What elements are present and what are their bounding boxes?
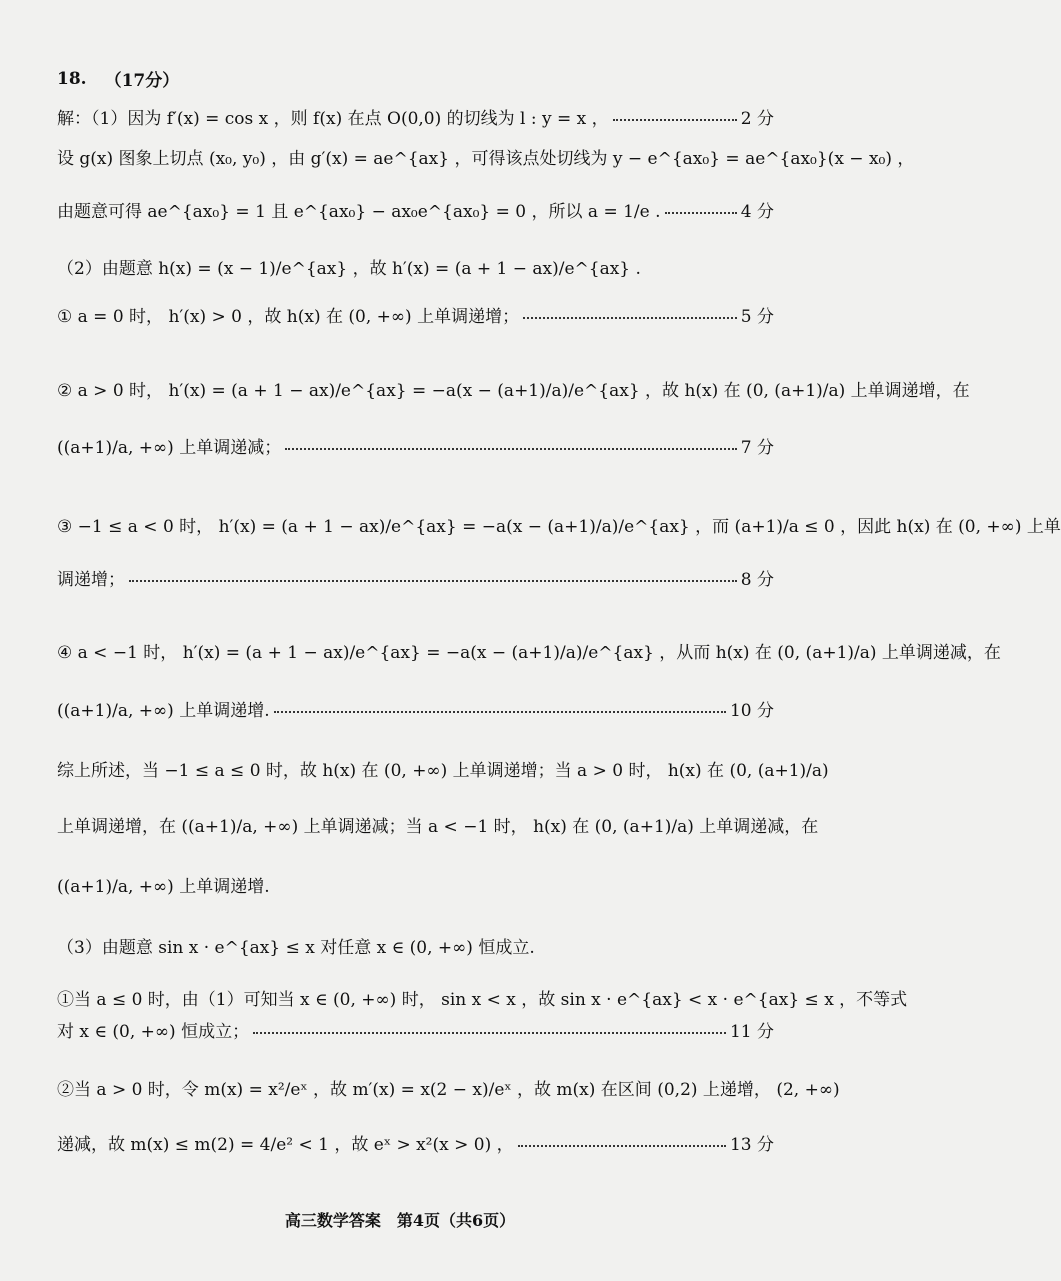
solution-line-text: 对 x ∈ (0, +∞) 恒成立； <box>57 1022 250 1042</box>
solution-line-text: ② a > 0 时， h′(x) = (a + 1 − ax)/e^{ax} = −a(x − (a+1)/a)/e^{ax} ，故 h(x) 在 (0, (a+1)/a) 上单调递增，在 <box>57 381 970 401</box>
score-label: 8 分 <box>740 570 774 590</box>
solution-line <box>57 1017 774 1042</box>
solution-line <box>57 565 774 590</box>
solution-line-text: ④ a < −1 时， h′(x) = (a + 1 − ax)/e^{ax} = −a(x − (a+1)/a)/e^{ax} ，从而 h(x) 在 (0, (a+1)/a) 上单调递减，在 <box>57 643 1001 663</box>
solution-line <box>57 812 819 837</box>
solution-line <box>57 696 774 721</box>
score-label: 13 分 <box>729 1135 774 1155</box>
dotted-leader <box>518 1143 726 1147</box>
solution-line <box>57 197 774 222</box>
score-label: 7 分 <box>740 438 774 458</box>
dotted-leader <box>274 709 726 713</box>
dotted-leader <box>253 1030 726 1034</box>
solution-line-text: 综上所述，当 −1 ≤ a ≤ 0 时，故 h(x) 在 (0, +∞) 上单调递增；当 a > 0 时， h(x) 在 (0, (a+1)/a) <box>57 761 829 781</box>
solution-line <box>57 104 774 129</box>
score-label: 2 分 <box>740 109 774 129</box>
question-number: 18. <box>57 68 87 89</box>
solution-line <box>57 144 915 169</box>
solution-line <box>57 756 829 781</box>
dotted-leader <box>129 578 737 582</box>
solution-line <box>57 933 774 958</box>
solution-line-text: ((a+1)/a, +∞) 上单调递增. <box>57 701 270 721</box>
solution-line-text: ((a+1)/a, +∞) 上单调递增. <box>57 877 270 897</box>
score-label: 10 分 <box>729 701 774 721</box>
solution-line-text: ((a+1)/a, +∞) 上单调递减； <box>57 438 282 458</box>
dotted-leader <box>523 315 737 319</box>
solution-line <box>57 638 1001 663</box>
question-header <box>57 66 774 91</box>
solution-line-text: 调递增； <box>57 570 125 590</box>
solution-line <box>57 254 774 279</box>
score-label: 5 分 <box>740 307 774 327</box>
solution-line-text: ②当 a > 0 时，令 m(x) = x²/eˣ ，故 m′(x) = x(2 − x)/eˣ ，故 m(x) 在区间 (0,2) 上递增， (2, +∞) <box>57 1080 840 1100</box>
solution-line-text: ① a = 0 时， h′(x) > 0 ，故 h(x) 在 (0, +∞) 上单调递增； <box>57 307 520 327</box>
solution-line <box>57 1130 774 1155</box>
question-points: （17分） <box>104 71 180 91</box>
solution-line-text: （2）由题意 h(x) = (x − 1)/e^{ax} ，故 h′(x) = (a + 1 − ax)/e^{ax} . <box>57 259 641 279</box>
solution-line <box>57 872 774 897</box>
solution-line <box>57 1075 840 1100</box>
score-label: 4 分 <box>740 202 774 222</box>
solution-line-text: 由题意可得 ae^{ax₀} = 1 且 e^{ax₀} − ax₀e^{ax₀} = 0 ，所以 a = 1/e . <box>57 202 661 222</box>
solution-line-text: 上单调递增，在 ((a+1)/a, +∞) 上单调递减；当 a < −1 时， h(x) 在 (0, (a+1)/a) 上单调递减，在 <box>57 817 819 837</box>
solution-line-text: ①当 a ≤ 0 时，由（1）可知当 x ∈ (0, +∞) 时， sin x < x ，故 sin x · e^{ax} < x · e^{ax} ≤ x ，不等式 <box>57 990 908 1010</box>
solution-line <box>57 512 1061 537</box>
dotted-leader <box>665 210 737 214</box>
dotted-leader <box>285 446 737 450</box>
solution-line <box>57 985 908 1010</box>
solution-line-text: 解：（1）因为 f′(x) = cos x ，则 f(x) 在点 O(0,0) 的切线为 l : y = x ， <box>57 109 609 129</box>
solution-line <box>57 376 970 401</box>
score-label: 11 分 <box>729 1022 774 1042</box>
solution-line-text: 递减，故 m(x) ≤ m(2) = 4/e² < 1 ，故 eˣ > x²(x > 0) ， <box>57 1135 514 1155</box>
solution-line-text: 设 g(x) 图象上切点 (x₀, y₀) ，由 g′(x) = ae^{ax} ，可得该点处切线为 y − e^{ax₀} = ae^{ax₀}(x − x₀) ， <box>57 149 915 169</box>
dotted-leader <box>613 117 737 121</box>
page-footer: 高三数学答案 第4页（共6页） <box>284 1211 516 1230</box>
solution-line <box>57 302 774 327</box>
solution-line-text: （3）由题意 sin x · e^{ax} ≤ x 对任意 x ∈ (0, +∞) 恒成立. <box>57 938 535 958</box>
solution-line <box>57 433 774 458</box>
solution-line-text: ③ −1 ≤ a < 0 时， h′(x) = (a + 1 − ax)/e^{ax} = −a(x − (a+1)/a)/e^{ax} ，而 (a+1)/a ≤ 0 ，因此 h(x) 在 (0, +∞) 上单 <box>57 517 1061 537</box>
